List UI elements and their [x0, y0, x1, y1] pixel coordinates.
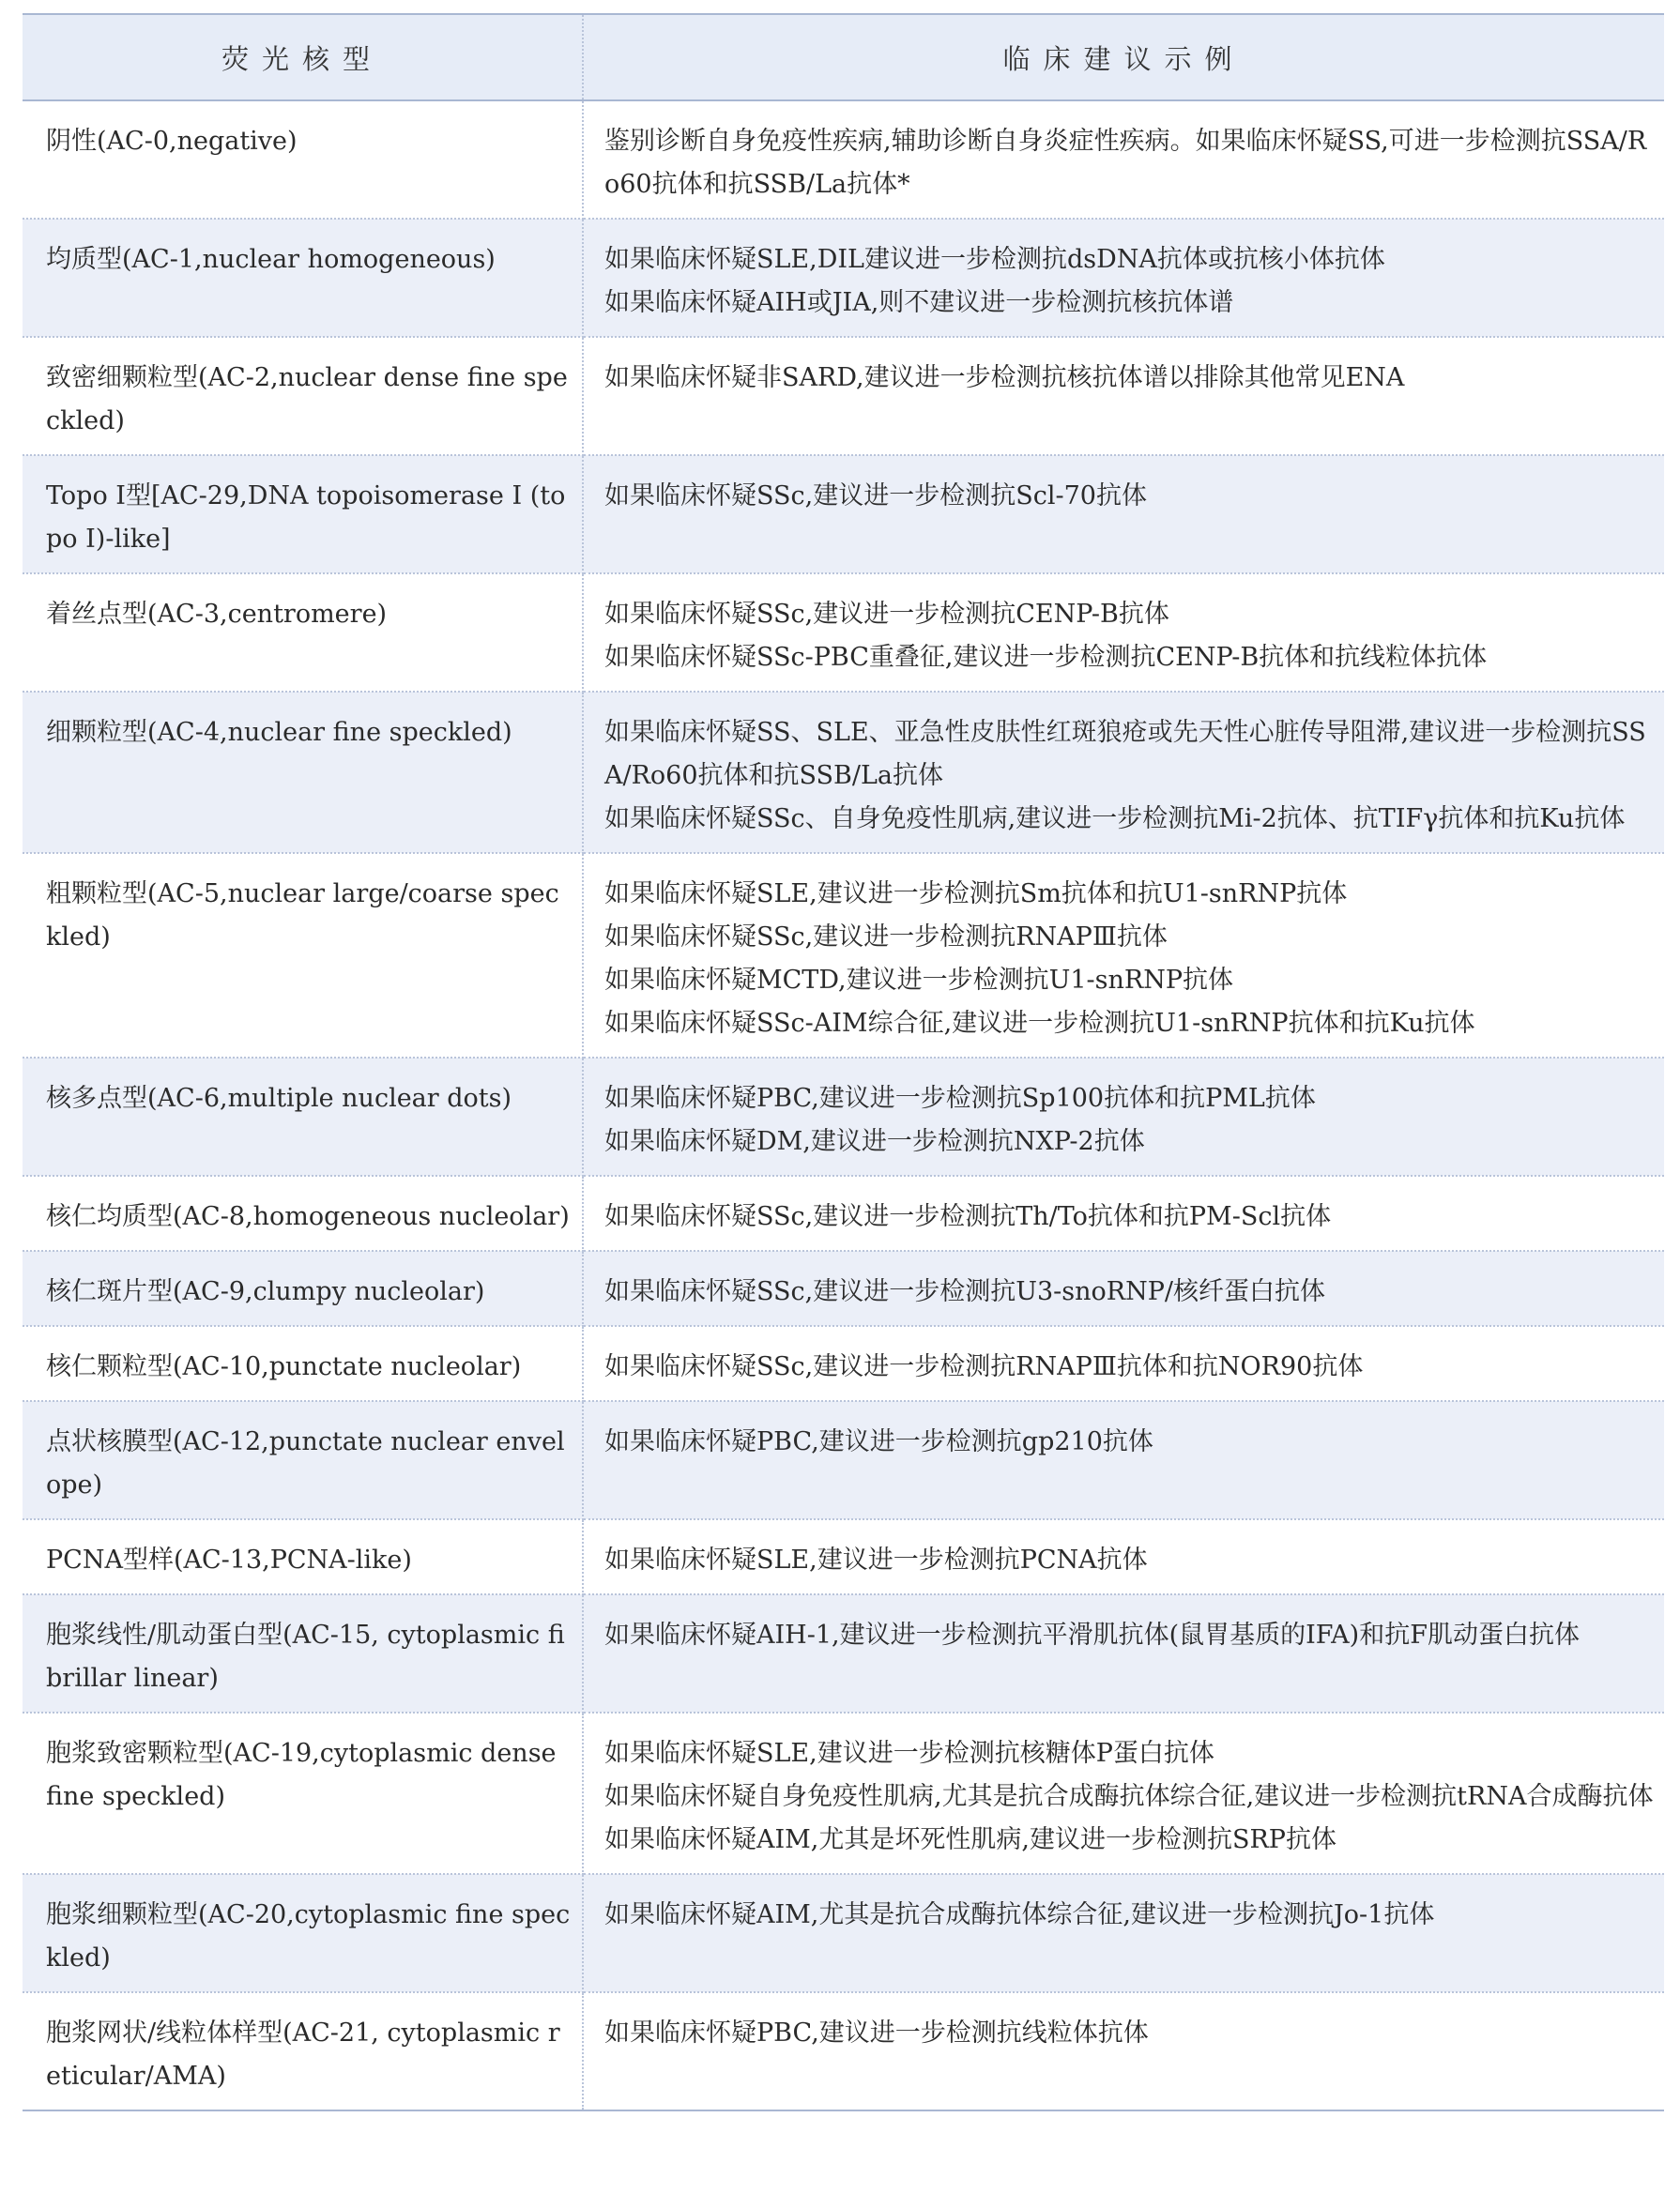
table-row	[23, 1326, 1664, 1401]
table-row	[23, 1519, 1664, 1594]
table-row	[23, 455, 1664, 573]
advice-line: 如果临床怀疑AIM,尤其是抗合成酶抗体综合征,建议进一步检测抗Jo-1抗体	[604, 1900, 1435, 1929]
advice-cell	[583, 1713, 1664, 1874]
table-row	[23, 337, 1664, 455]
table-row	[23, 219, 1664, 337]
table-row	[23, 1874, 1664, 1992]
advice-line: 如果临床怀疑非SARD,建议进一步检测抗核抗体谱以排除其他常见ENA	[604, 363, 1405, 392]
advice-line: 如果临床怀疑AIH或JIA,则不建议进一步检测抗核抗体谱	[604, 288, 1234, 317]
table-row	[23, 573, 1664, 692]
advice-cell	[583, 100, 1664, 219]
pattern-cell: 致密细颗粒型(AC-2,nuclear dense fine speckled)	[23, 337, 583, 455]
advice-line: 如果临床怀疑SLE,DIL建议进一步检测抗dsDNA抗体或抗核小体抗体	[604, 245, 1385, 274]
table-row	[23, 1176, 1664, 1251]
advice-line: 如果临床怀疑SSc,建议进一步检测抗RNAPⅢ抗体和抗NOR90抗体	[604, 1352, 1364, 1381]
pattern-cell: 核多点型(AC-6,multiple nuclear dots)	[23, 1058, 583, 1176]
advice-cell	[583, 337, 1664, 455]
advice-line: 如果临床怀疑AIH-1,建议进一步检测抗平滑肌抗体(鼠胃基质的IFA)和抗F肌动蛋白抗体	[604, 1621, 1580, 1650]
header-pattern: 荧光核型	[23, 14, 583, 100]
advice-cell	[583, 1326, 1664, 1401]
advice-line: 如果临床怀疑自身免疫性肌病,尤其是抗合成酶抗体综合征,建议进一步检测抗tRNA合成酶抗体	[604, 1782, 1654, 1811]
recommendation-table-page	[23, 13, 1664, 2111]
advice-cell	[583, 692, 1664, 853]
pattern-cell: 核仁颗粒型(AC-10,punctate nucleolar)	[23, 1326, 583, 1401]
pattern-cell: 胞浆线性/肌动蛋白型(AC-15, cytoplasmic fibrillar linear)	[23, 1594, 583, 1713]
pattern-cell: 核仁均质型(AC-8,homogeneous nucleolar)	[23, 1176, 583, 1251]
advice-line: 如果临床怀疑DM,建议进一步检测抗NXP-2抗体	[604, 1127, 1145, 1156]
pattern-cell: 核仁斑片型(AC-9,clumpy nucleolar)	[23, 1251, 583, 1326]
advice-cell	[583, 219, 1664, 337]
advice-cell	[583, 573, 1664, 692]
pattern-cell: 点状核膜型(AC-12,punctate nuclear envelope)	[23, 1401, 583, 1519]
advice-line: 如果临床怀疑SSc-AIM综合征,建议进一步检测抗U1-snRNP抗体和抗Ku抗体	[604, 1009, 1475, 1038]
advice-cell	[583, 1058, 1664, 1176]
advice-line: 如果临床怀疑SSc,建议进一步检测抗Th/To抗体和抗PM-Scl抗体	[604, 1202, 1332, 1231]
table-row	[23, 692, 1664, 853]
table-body	[23, 100, 1664, 2110]
advice-cell	[583, 455, 1664, 573]
ana-pattern-table	[23, 13, 1664, 2111]
advice-cell	[583, 1519, 1664, 1594]
advice-cell	[583, 1401, 1664, 1519]
advice-cell	[583, 1992, 1664, 2110]
advice-line: 鉴别诊断自身免疫性疾病,辅助诊断自身炎症性疾病。如果临床怀疑SS,可进一步检测抗SSA/Ro60抗体和抗SSB/La抗体*	[604, 127, 1647, 199]
table-row	[23, 1401, 1664, 1519]
table-row	[23, 1713, 1664, 1874]
advice-line: 如果临床怀疑AIM,尤其是坏死性肌病,建议进一步检测抗SRP抗体	[604, 1825, 1336, 1854]
advice-line: 如果临床怀疑MCTD,建议进一步检测抗U1-snRNP抗体	[604, 966, 1234, 995]
advice-line: 如果临床怀疑SSc,建议进一步检测抗RNAPⅢ抗体	[604, 922, 1168, 952]
pattern-cell: 细颗粒型(AC-4,nuclear fine speckled)	[23, 692, 583, 853]
advice-line: 如果临床怀疑SSc,建议进一步检测抗U3-snoRNP/核纤蛋白抗体	[604, 1277, 1325, 1306]
pattern-cell: 阴性(AC-0,negative)	[23, 100, 583, 219]
advice-line: 如果临床怀疑SLE,建议进一步检测抗Sm抗体和抗U1-snRNP抗体	[604, 879, 1348, 908]
advice-cell	[583, 1594, 1664, 1713]
advice-line: 如果临床怀疑PBC,建议进一步检测抗Sp100抗体和抗PML抗体	[604, 1084, 1316, 1113]
pattern-cell: PCNA型样(AC-13,PCNA-like)	[23, 1519, 583, 1594]
pattern-cell: 胞浆网状/线粒体样型(AC-21, cytoplasmic reticular/AMA)	[23, 1992, 583, 2110]
advice-cell	[583, 1251, 1664, 1326]
pattern-cell: Topo Ⅰ型[AC-29,DNA topoisomerase I (topo Ⅰ)-like]	[23, 455, 583, 573]
advice-cell	[583, 1874, 1664, 1992]
table-header-row	[23, 14, 1664, 100]
pattern-cell: 胞浆致密颗粒型(AC-19,cytoplasmic dense fine speckled)	[23, 1713, 583, 1874]
header-advice: 临床建议示例	[583, 14, 1664, 100]
advice-line: 如果临床怀疑SSc-PBC重叠征,建议进一步检测抗CENP-B抗体和抗线粒体抗体	[604, 643, 1488, 672]
pattern-cell: 着丝点型(AC-3,centromere)	[23, 573, 583, 692]
advice-line: 如果临床怀疑SSc,建议进一步检测抗CENP-B抗体	[604, 600, 1169, 629]
pattern-cell: 胞浆细颗粒型(AC-20,cytoplasmic fine speckled)	[23, 1874, 583, 1992]
advice-line: 如果临床怀疑PBC,建议进一步检测抗gp210抗体	[604, 1427, 1153, 1456]
table-row	[23, 1992, 1664, 2110]
table-row	[23, 1251, 1664, 1326]
table-row	[23, 1594, 1664, 1713]
pattern-cell: 均质型(AC-1,nuclear homogeneous)	[23, 219, 583, 337]
table-row	[23, 1058, 1664, 1176]
advice-line: 如果临床怀疑PBC,建议进一步检测抗线粒体抗体	[604, 2019, 1149, 2048]
advice-line: 如果临床怀疑SLE,建议进一步检测抗PCNA抗体	[604, 1546, 1148, 1575]
advice-cell	[583, 1176, 1664, 1251]
advice-line: 如果临床怀疑SSc,建议进一步检测抗Scl-70抗体	[604, 481, 1147, 510]
table-row	[23, 100, 1664, 219]
table-row	[23, 853, 1664, 1058]
pattern-cell: 粗颗粒型(AC-5,nuclear large/coarse speckled)	[23, 853, 583, 1058]
advice-line: 如果临床怀疑SSc、自身免疫性肌病,建议进一步检测抗Mi-2抗体、抗TIFγ抗体和抗Ku抗体	[604, 804, 1626, 833]
advice-cell	[583, 853, 1664, 1058]
advice-line: 如果临床怀疑SS、SLE、亚急性皮肤性红斑狼疮或先天性心脏传导阻滞,建议进一步检测抗SSA/Ro60抗体和抗SSB/La抗体	[604, 718, 1646, 790]
advice-line: 如果临床怀疑SLE,建议进一步检测抗核糖体P蛋白抗体	[604, 1739, 1214, 1768]
